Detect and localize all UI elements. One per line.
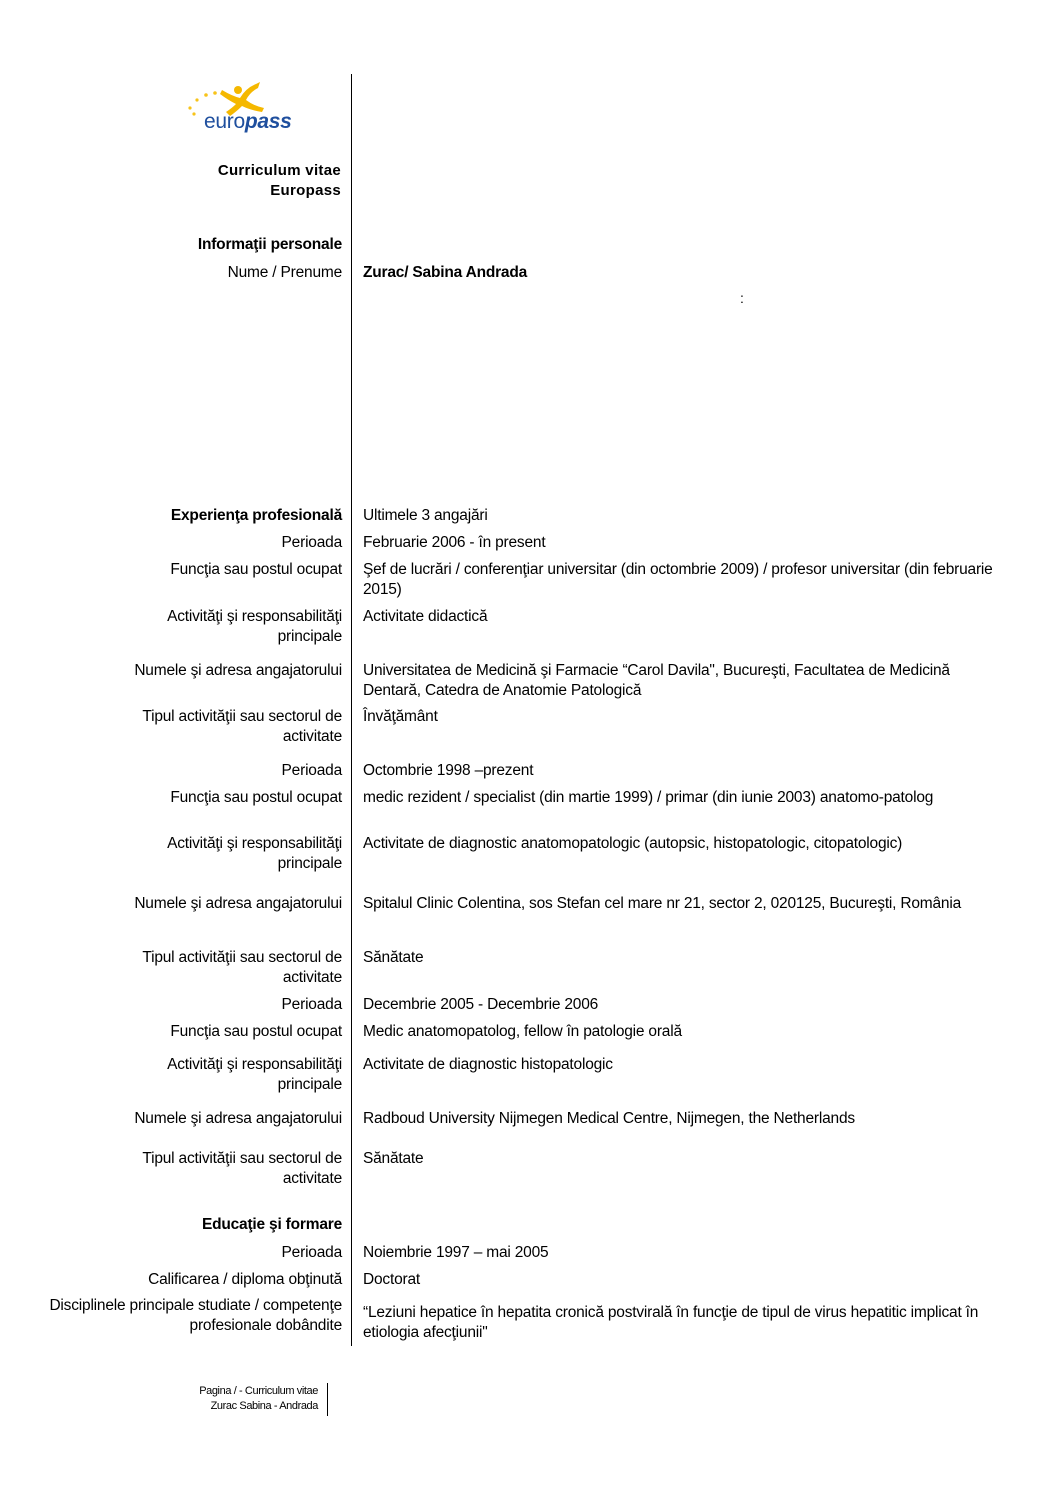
field-label: Tipul activităţii sau sectorul de activitate bbox=[142, 949, 342, 986]
field-value: Universitatea de Medicină şi Farmacie “Carol Davila", Bucureşti, Facultatea de Medicină Dentară, Catedra de Anatomie Patologică bbox=[363, 662, 950, 699]
section-title: Experienţa profesională bbox=[170, 507, 342, 524]
field-value: Februarie 2006 - în present bbox=[363, 534, 546, 551]
field-label: Perioada bbox=[281, 996, 342, 1013]
field-value: “Leziuni hepatice în hepatita cronică postvirală în funcţie de tipul de virus hepatitic implicat în etiologia afecţiunii" bbox=[363, 1304, 979, 1341]
field-value: Decembrie 2005 - Decembrie 2006 bbox=[363, 996, 599, 1013]
field-label: Tipul activităţii sau sectorul de activitate bbox=[142, 708, 342, 745]
cv-title bbox=[218, 161, 341, 201]
field-label: Activităţi şi responsabilităţi principale bbox=[167, 1056, 342, 1093]
field-value: Activitate de diagnostic histopatologic bbox=[363, 1056, 613, 1073]
field-value: Octombrie 1998 –prezent bbox=[363, 762, 534, 779]
colon-mark: : bbox=[740, 290, 744, 306]
field-label: Disciplinele principale studiate / competenţe profesionale dobândite bbox=[49, 1297, 342, 1334]
field-value: Medic anatomopatolog, fellow în patologie orală bbox=[363, 1023, 682, 1040]
field-label: Perioada bbox=[281, 534, 342, 551]
cv-title-line2: Europass bbox=[270, 182, 341, 199]
field-label: Calificarea / diploma obţinută bbox=[148, 1271, 342, 1288]
footer-divider bbox=[327, 1383, 328, 1416]
logo-euro: euro bbox=[204, 110, 245, 133]
field-label: Numele şi adresa angajatorului bbox=[134, 662, 342, 679]
europass-logo bbox=[184, 78, 309, 142]
field-value: Învăţământ bbox=[363, 708, 438, 725]
field-value: Sănătate bbox=[363, 949, 424, 966]
field-label: Funcţia sau postul ocupat bbox=[170, 1023, 342, 1040]
field-value: medic rezident / specialist (din martie 1999) / primar (din iunie 2003) anatomo-patolog bbox=[363, 789, 934, 806]
field-label: Funcţia sau postul ocupat bbox=[170, 789, 342, 806]
field-label: Activităţi şi responsabilităţi principale bbox=[167, 608, 342, 645]
field-value: Radboud University Nijmegen Medical Centre, Nijmegen, the Netherlands bbox=[363, 1110, 855, 1127]
page-footer bbox=[160, 1384, 318, 1414]
field-label: Nume / Prenume bbox=[227, 264, 342, 281]
name-value: Zurac/ Sabina Andrada bbox=[363, 264, 528, 281]
field-value: Şef de lucrări / conferenţiar universitar (din octombrie 2009) / profesor universitar (din februarie 2015) bbox=[363, 561, 993, 598]
field-label: Numele şi adresa angajatorului bbox=[134, 1110, 342, 1127]
section-value: Ultimele 3 angajări bbox=[363, 507, 488, 524]
section-title: Educaţie şi formare bbox=[201, 1216, 342, 1233]
footer-line1: Pagina / - Curriculum vitae bbox=[199, 1385, 318, 1397]
field-label: Perioada bbox=[281, 762, 342, 779]
section-title: Informaţii personale bbox=[197, 236, 342, 253]
field-value: Spitalul Clinic Colentina, sos Stefan cel mare nr 21, sector 2, 020125, Bucureşti, România bbox=[363, 895, 962, 912]
logo-pass: pass bbox=[244, 110, 292, 133]
field-label: Perioada bbox=[281, 1244, 342, 1261]
column-divider bbox=[351, 74, 352, 1346]
field-value: Doctorat bbox=[363, 1271, 420, 1288]
field-value: Sănătate bbox=[363, 1150, 424, 1167]
cv-title-line1: Curriculum vitae bbox=[217, 162, 341, 179]
field-label: Activităţi şi responsabilităţi principale bbox=[167, 835, 342, 872]
field-label: Numele şi adresa angajatorului bbox=[134, 895, 342, 912]
europass-wordmark bbox=[204, 110, 292, 134]
field-label: Funcţia sau postul ocupat bbox=[170, 561, 342, 578]
field-value: Activitate de diagnostic anatomopatologic (autopsic, histopatologic, citopatologic) bbox=[363, 835, 903, 852]
field-value: Noiembrie 1997 – mai 2005 bbox=[363, 1244, 549, 1261]
field-value: Activitate didactică bbox=[363, 608, 488, 625]
footer-line2: Zurac Sabina - Andrada bbox=[210, 1400, 318, 1412]
field-label: Tipul activităţii sau sectorul de activitate bbox=[142, 1150, 342, 1187]
